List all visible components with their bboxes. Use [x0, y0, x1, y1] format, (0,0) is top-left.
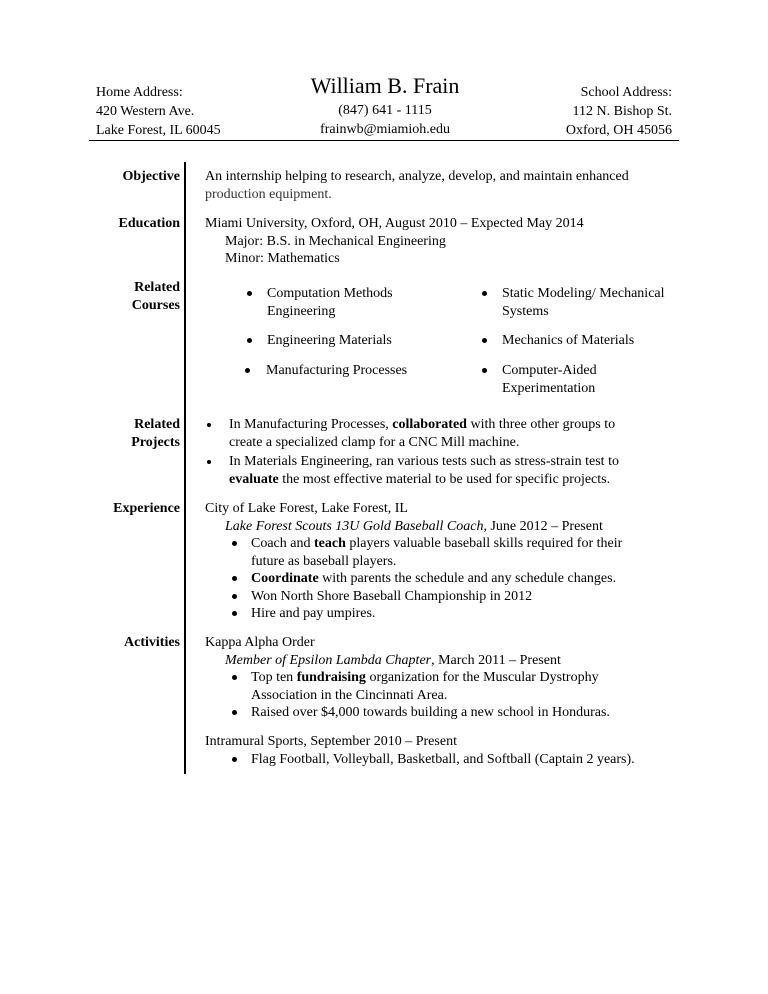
education-minor: Minor: Mathematics: [225, 251, 340, 266]
project-text: In Manufacturing Processes,: [229, 417, 393, 432]
bullet-icon: [482, 338, 487, 343]
activity-org: Kappa Alpha Order: [205, 635, 315, 650]
courses-heading: [90, 279, 180, 315]
course-item: [267, 285, 393, 321]
section-divider-line: [184, 162, 186, 774]
course-item: [267, 332, 392, 350]
course-line-1: Computation Methods: [267, 286, 393, 301]
bullet-icon: [232, 576, 237, 581]
project-text: create a specialized clamp for a CNC Mill machine.: [229, 434, 520, 450]
course-line-2: Systems: [502, 304, 549, 319]
experience-org: City of Lake Forest, Lake Forest, IL: [205, 501, 408, 516]
course-item: [502, 332, 634, 350]
bullet-text: with parents the schedule and any schedule changes.: [318, 571, 617, 586]
bullet-icon: [245, 368, 250, 373]
header-divider: [89, 140, 679, 141]
course-line-1: Static Modeling/ Mechanical: [502, 286, 665, 301]
activities-bullets: [251, 669, 610, 722]
bullet-text: organization for the Muscular Dystrophy: [365, 670, 599, 685]
list-item: [229, 453, 619, 488]
bullet-icon: [232, 541, 237, 546]
intramural-text: [205, 733, 457, 751]
list-item: [251, 605, 622, 623]
education-school: Miami University, Oxford, OH, August 2010 – Expected May 2014: [205, 216, 584, 231]
course-line-2: Experimentation: [502, 381, 596, 396]
bullet-icon: [482, 368, 487, 373]
list-item: [251, 669, 610, 704]
courses-heading-line-2: Courses: [131, 298, 180, 313]
school-street: 112 N. Bishop St.: [572, 104, 672, 119]
courses-heading-line-1: Related: [134, 280, 180, 295]
projects-heading-line-2: Projects: [131, 435, 180, 450]
experience-text: [205, 500, 603, 535]
list-item: [251, 751, 635, 769]
home-city: Lake Forest, IL 60045: [96, 123, 221, 138]
list-item: [251, 704, 610, 722]
intramural-bullets: [251, 751, 635, 769]
bullet-icon: [207, 460, 211, 464]
bullet-text: future as baseball players.: [251, 553, 397, 569]
role-title: Member of Epsilon Lambda Chapter: [225, 652, 432, 668]
activity-org: Intramural Sports, September 2010 – Present: [205, 734, 457, 749]
activities-heading: Activities: [124, 635, 180, 650]
course-line-1: Mechanics of Materials: [502, 333, 635, 348]
course-line-1: Engineering Materials: [267, 333, 392, 348]
experience-bullets: [251, 535, 622, 623]
objective-heading: Objective: [122, 169, 180, 184]
bullet-keyword: teach: [313, 536, 346, 551]
activity-role: [205, 652, 561, 670]
course-item: [502, 285, 665, 321]
contact-block: [255, 73, 515, 139]
course-line-2: Engineering: [267, 304, 336, 319]
home-address-label: Home Address:: [96, 85, 183, 100]
school-city: Oxford, OH 45056: [565, 123, 672, 138]
project-keyword: collaborated: [392, 417, 467, 432]
bullet-icon: [232, 757, 237, 762]
project-text: the most effective material to be used for specific projects.: [278, 471, 611, 487]
list-item: [251, 535, 622, 570]
school-address-block: [566, 83, 672, 140]
bullet-keyword: fundraising: [296, 670, 366, 685]
bullet-text: Flag Football, Volleyball, Basketball, and Softball (Captain 2 years).: [251, 752, 635, 767]
bullet-text: Hire and pay umpires.: [251, 606, 376, 621]
role-dates: , March 2011 – Present: [431, 652, 561, 668]
objective-line-2: production equipment.: [205, 186, 332, 202]
objective-line-1: An internship helping to research, analyze, develop, and maintain enhanced: [205, 169, 629, 184]
projects-heading: [90, 416, 180, 452]
school-address-label: School Address:: [580, 85, 672, 100]
role-title: Lake Forest Scouts 13U Gold Baseball Coach: [225, 518, 484, 534]
list-item: [251, 588, 622, 606]
objective-text: [205, 168, 629, 203]
applicant-name: William B. Frain: [310, 73, 460, 98]
project-text: In Materials Engineering, ran various tests such as stress-strain test to: [229, 454, 619, 469]
project-text: with three other groups to: [466, 417, 616, 432]
bullet-keyword: Coordinate: [251, 571, 319, 586]
course-item: [266, 362, 407, 380]
bullet-icon: [232, 611, 237, 616]
course-item: [502, 362, 597, 398]
bullet-icon: [232, 710, 237, 715]
list-item: [251, 570, 622, 588]
bullet-text: players valuable baseball skills required for their: [345, 536, 623, 551]
course-line-1: Computer-Aided: [502, 363, 597, 378]
phone-number: (847) 641 - 1115: [338, 103, 432, 118]
course-line-1: Manufacturing Processes: [266, 363, 408, 378]
education-text: [205, 215, 584, 268]
bullet-text: Top ten: [251, 670, 297, 685]
education-heading: Education: [118, 216, 180, 231]
projects-heading-line-1: Related: [134, 417, 180, 432]
project-keyword: evaluate: [229, 471, 279, 487]
bullet-text: Association in the Cincinnati Area.: [251, 687, 448, 703]
bullet-icon: [207, 423, 211, 427]
activities-text: [205, 634, 561, 669]
education-major: Major: B.S. in Mechanical Engineering: [225, 233, 446, 249]
projects-list: [229, 416, 619, 488]
bullet-icon: [247, 338, 252, 343]
home-street: 420 Western Ave.: [96, 104, 195, 119]
role-dates: , June 2012 – Present: [483, 518, 603, 534]
bullet-text: Coach and: [251, 536, 314, 551]
experience-role: [205, 518, 603, 536]
bullet-icon: [482, 291, 487, 296]
list-item: [229, 416, 619, 451]
home-address-block: [96, 83, 221, 140]
bullet-text: Won North Shore Baseball Championship in 2012: [251, 588, 533, 604]
bullet-icon: [232, 675, 237, 680]
bullet-text: Raised over $4,000 towards building a new school in Honduras.: [251, 705, 610, 720]
experience-heading: Experience: [113, 501, 180, 516]
bullet-icon: [232, 594, 237, 599]
bullet-icon: [247, 291, 252, 296]
email-address: frainwb@miamioh.edu: [320, 122, 450, 137]
